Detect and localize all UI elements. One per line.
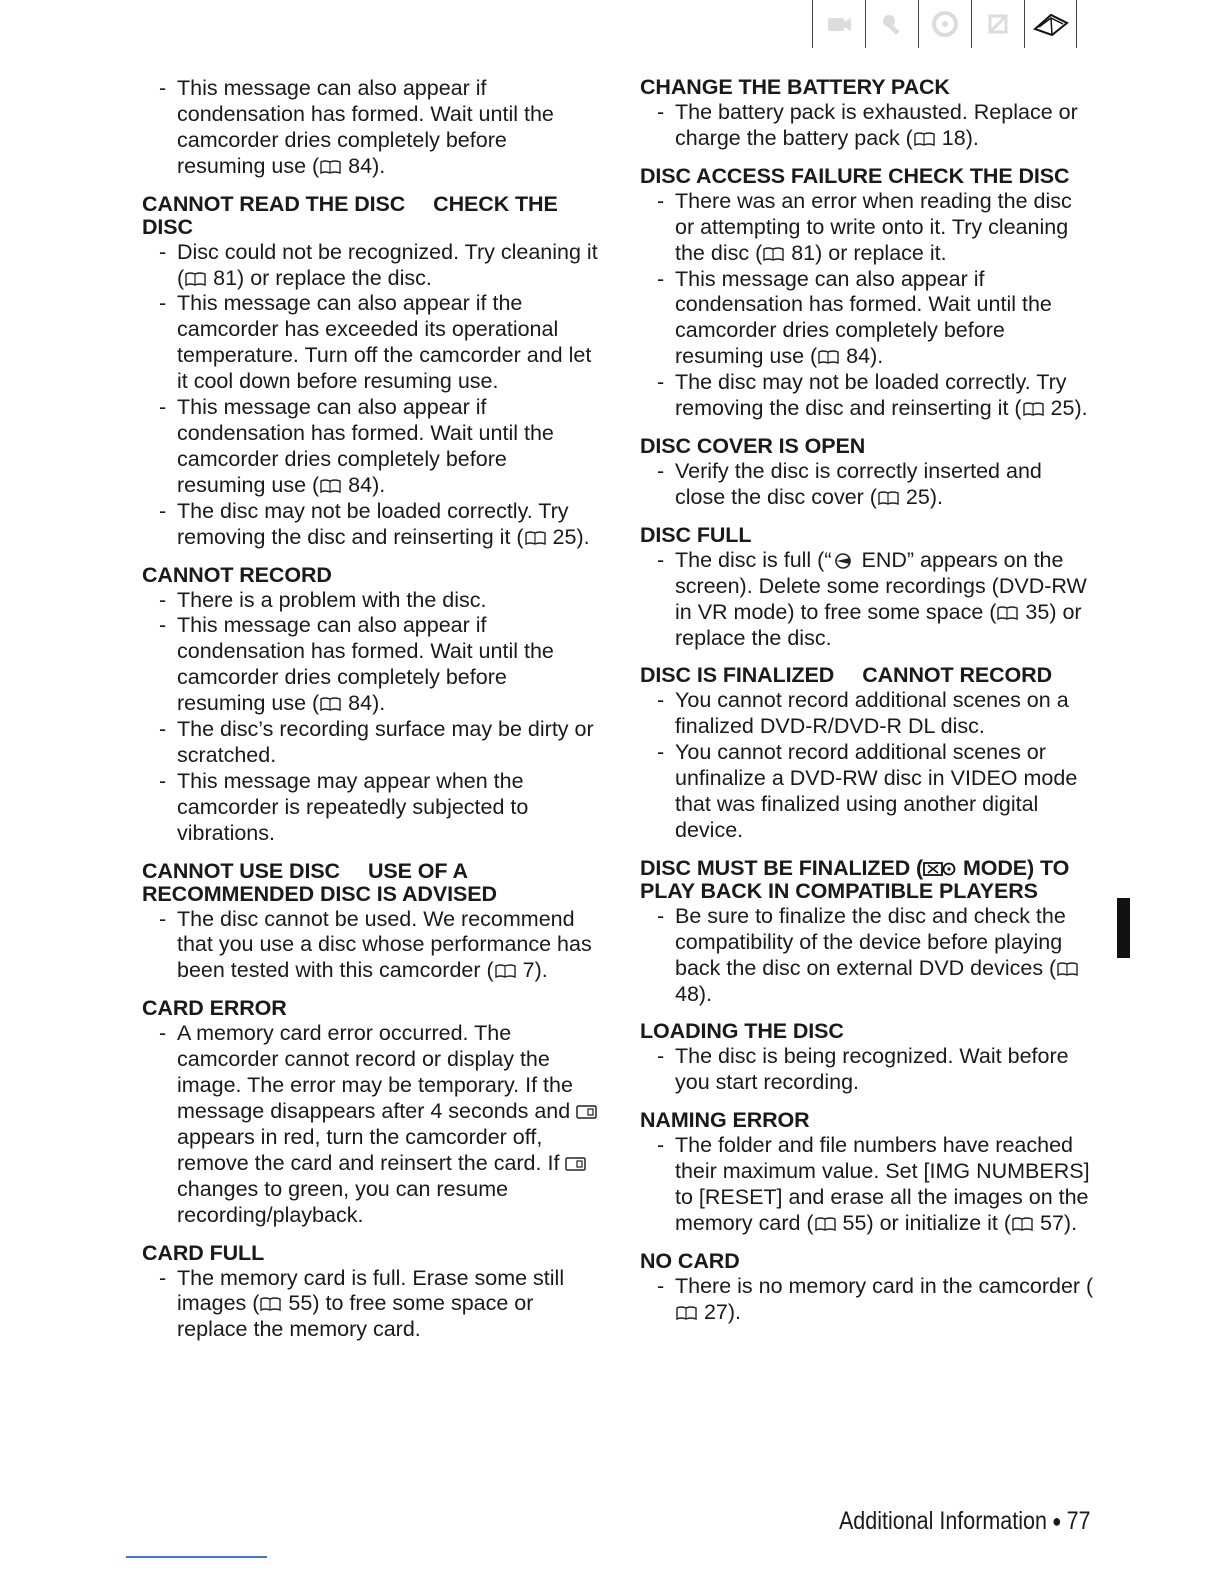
bullet-separator: ● — [1051, 1511, 1061, 1531]
memory-card-icon — [565, 1157, 586, 1171]
entry-item: - This message can also appear if condensation has formed. Wait until the camcorder dries completely before resuming use ( 84). — [142, 613, 600, 717]
entry-item: - The disc may not be loaded correctly. Try removing the disc and reinserting it ( 25). — [142, 499, 600, 551]
book-reference-icon — [997, 606, 1018, 620]
settings-icon — [983, 9, 1013, 39]
book-reference-icon — [818, 350, 839, 364]
book-reference-icon — [914, 132, 935, 146]
entry-item: - The disc may not be loaded correctly. Try removing the disc and reinserting it ( 25). — [640, 370, 1096, 422]
book-reference-icon — [185, 272, 206, 286]
disc-end-icon — [832, 553, 854, 569]
section-thumb-tab — [1117, 898, 1130, 958]
left-column — [142, 76, 600, 1356]
message-entry — [142, 193, 600, 551]
message-entry — [640, 524, 1096, 652]
entry-item: - This message can also appear if condensation has formed. Wait until the camcorder dries completely before resuming use ( 84). — [640, 267, 1096, 371]
entry-title: DISC IS FINALIZED CANNOT RECORD — [640, 663, 1053, 688]
footer-section-title: Additional Information — [838, 1507, 1047, 1535]
message-entry — [640, 435, 1096, 511]
scan-edge-line — [126, 1556, 267, 1558]
entry-item: - The disc’s recording surface may be dirty or scratched. — [142, 717, 600, 769]
disc-icon — [930, 9, 960, 39]
entry-item: - The folder and file numbers have reached their maximum value. Set [IMG NUMBERS] to [RESET] and erase all the images on the memory card ( 55) or initialize it ( 57). — [640, 1133, 1096, 1237]
chapter-tab — [971, 0, 1024, 48]
entry-title: DISC ACCESS FAILURE CHECK THE DISC — [640, 163, 1070, 188]
entry-title: NO CARD — [640, 1248, 740, 1273]
entry-title: CANNOT READ THE DISC CHECK THE DISC — [142, 191, 558, 239]
message-entry — [640, 165, 1096, 422]
message-entry — [640, 1250, 1096, 1326]
page-footer — [838, 1507, 1090, 1536]
book-reference-icon — [763, 247, 784, 261]
chapter-tab-strip — [812, 0, 1077, 48]
book-reference-icon — [320, 697, 341, 711]
message-entry — [142, 564, 600, 847]
entry-item: - Be sure to finalize the disc and check the compatibility of the device before playing back the disc on external DVD devices ( 48). — [640, 904, 1096, 1008]
entry-title: CHANGE THE BATTERY PACK — [640, 75, 950, 99]
entry-item: - This message may appear when the camcorder is repeatedly subjected to vibrations. — [142, 769, 600, 847]
book-reference-icon — [878, 491, 899, 505]
camcorder-icon — [824, 9, 854, 39]
entry-item: - This message can also appear if condensation has formed. Wait until the camcorder dries completely before resuming use ( 84). — [142, 395, 600, 499]
message-entry — [142, 1242, 600, 1344]
playback-mode-icon — [923, 861, 957, 877]
entry-item: - There was an error when reading the disc or attempting to write onto it. Try cleaning the disc ( 81) or replace it. — [640, 189, 1096, 267]
entry-item: - You cannot record additional scenes or unfinalize a DVD-RW disc in VIDEO mode that was finalized using another digital device. — [640, 740, 1096, 844]
message-entry — [142, 76, 600, 180]
entry-title: CARD ERROR — [142, 996, 287, 1021]
entry-title: DISC FULL — [640, 522, 752, 547]
book-reference-icon — [525, 531, 546, 545]
message-entry — [640, 76, 1096, 152]
message-entry — [640, 1020, 1096, 1096]
book-reference-icon — [1012, 1217, 1033, 1231]
book-reference-icon — [320, 479, 341, 493]
chapter-tab-active — [1024, 0, 1077, 48]
entry-item: - The disc is full (“ END” appears on the screen). Delete some recordings (DVD-RW in VR mode) to free some space ( 35) or replace the disc. — [640, 548, 1096, 652]
entry-title: CARD FULL — [142, 1240, 265, 1265]
book-icon — [1032, 9, 1070, 39]
entry-item: - There is a problem with the disc. — [142, 588, 600, 614]
entry-title: NAMING ERROR — [640, 1108, 810, 1133]
entry-item: - The memory card is full. Erase some still images ( 55) to free some space or replace the memory card. — [142, 1266, 600, 1344]
entry-item: - You cannot record additional scenes on a finalized DVD-R/DVD-R DL disc. — [640, 688, 1096, 740]
entry-item: - A memory card error occurred. The camcorder cannot record or display the image. The error may be temporary. If the message disappears after 4 seconds and appears in red, turn the camcorder off, remove the card and reinsert the card. If changes to green, you can resume recording/playback. — [142, 1021, 600, 1228]
book-reference-icon — [676, 1306, 697, 1320]
entry-item: - This message can also appear if the camcorder has exceeded its operational temperature. Turn off the camcorder and let it cool down before resuming use. — [142, 291, 600, 395]
chapter-tab — [918, 0, 971, 48]
entry-item: - There is no memory card in the camcorder ( 27). — [640, 1274, 1096, 1326]
book-reference-icon — [1057, 962, 1078, 976]
book-reference-icon — [1023, 402, 1044, 416]
book-reference-icon — [815, 1217, 836, 1231]
entry-item: - This message can also appear if condensation has formed. Wait until the camcorder dries completely before resuming use ( 84). — [142, 76, 600, 180]
book-reference-icon — [260, 1297, 281, 1311]
book-reference-icon — [495, 964, 516, 978]
entry-item: - The battery pack is exhausted. Replace or charge the battery pack ( 18). — [640, 100, 1096, 152]
memory-card-icon — [576, 1105, 597, 1119]
right-column — [640, 76, 1096, 1339]
entry-title: CANNOT RECORD — [142, 562, 332, 587]
chapter-tab — [865, 0, 918, 48]
message-entry — [640, 664, 1096, 843]
tools-icon — [877, 9, 907, 39]
entry-item: - The disc is being recognized. Wait before you start recording. — [640, 1044, 1096, 1096]
entry-title: DISC MUST BE FINALIZED ( MODE) TO PLAY BACK IN COMPATIBLE PLAYERS — [640, 855, 1070, 903]
message-entry — [142, 997, 600, 1228]
entry-title: CANNOT USE DISC USE OF A RECOMMENDED DISC IS ADVISED — [142, 858, 497, 906]
entry-item: - Verify the disc is correctly inserted and close the disc cover ( 25). — [640, 459, 1096, 511]
book-reference-icon — [320, 160, 341, 174]
entry-title: LOADING THE DISC — [640, 1019, 844, 1044]
page-number: 77 — [1066, 1507, 1090, 1535]
message-entry — [640, 857, 1096, 1008]
entry-item: - Disc could not be recognized. Try cleaning it ( 81) or replace the disc. — [142, 240, 600, 292]
message-entry — [142, 860, 600, 985]
message-entry — [640, 1109, 1096, 1237]
entry-item: - The disc cannot be used. We recommend that you use a disc whose performance has been tested with this camcorder ( 7). — [142, 907, 600, 985]
entry-title: DISC COVER IS OPEN — [640, 433, 866, 458]
chapter-tab — [812, 0, 865, 48]
